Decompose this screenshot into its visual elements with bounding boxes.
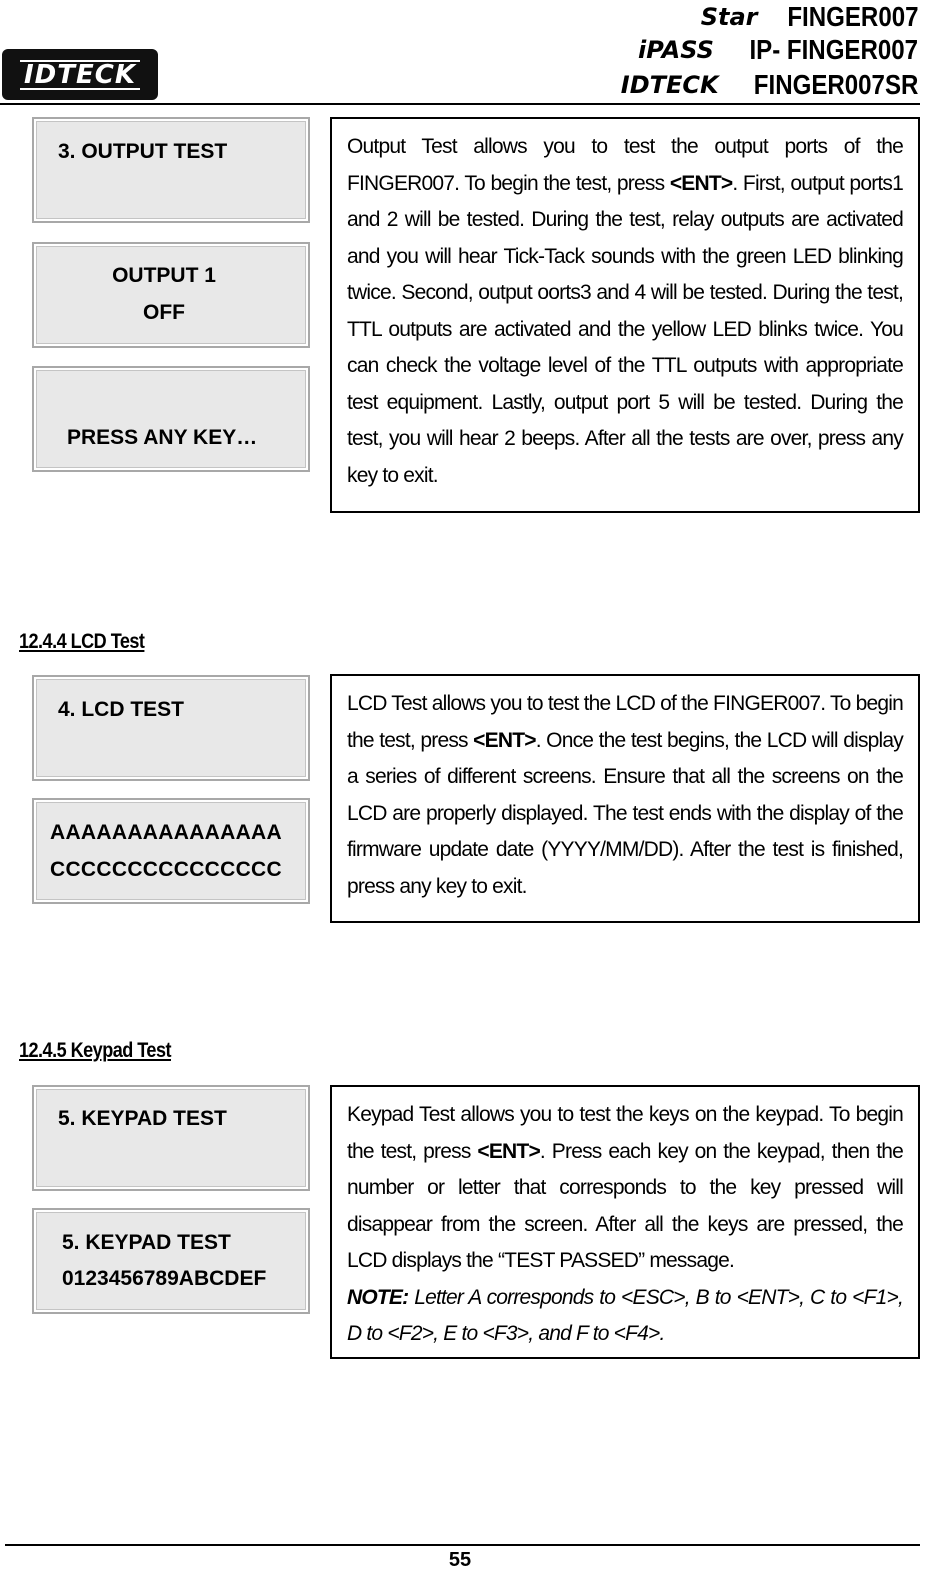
ent-key-label: <ENT> (477, 1139, 540, 1163)
lcd-line: PRESS ANY KEY… (67, 426, 258, 449)
lcd-test-description (330, 674, 920, 923)
lcd-screen-keypad-test (32, 1085, 310, 1191)
section-heading-keypad-test: 12.4.5 Keypad Test (19, 1039, 171, 1062)
section-heading-lcd-test: 12.4.4 LCD Test (19, 630, 145, 653)
brand-row-idteck (621, 68, 918, 102)
description-text: . Once the test begins, the LCD will display a series of different screens. Ensure that all the screens on the LCD are properly displayed. The test ends with the display of the firmware update date (YYYY/MM/DD). After the test is finished, press any key to exit. (347, 728, 903, 898)
brand-mark: IDTECK (620, 71, 719, 99)
lcd-screen-keypad-keys (32, 1208, 310, 1314)
output-test-description (330, 117, 920, 513)
product-brand-block (598, 0, 918, 102)
lcd-line: 0123456789ABCDEF (62, 1267, 267, 1290)
lcd-line: 4. LCD TEST (58, 698, 185, 721)
description-text: Output Test allows you to test the output ports of the FINGER007. To begin the test, press (347, 135, 903, 195)
lcd-screen-output-test (32, 117, 310, 223)
note-label: NOTE: (347, 1285, 409, 1309)
description-text: Keypad Test allows you to test the keys on the keypad. To begin the test, press (347, 1103, 903, 1163)
description-text: . First, output ports1 and 2 will be tested. During the test, relay outputs are activated and you will hear Tick-Tack sounds with the green LED blinking twice. Second, output oorts3 and 4 will be tested. During the test, TTL outputs are activated and the yellow LED blinks twice. You can check the voltage level of the TTL outputs with appropriate test equipment. Lastly, output port 5 will be tested. During the test, you will hear 2 beeps. After all the tests are over, press any key to exit. (347, 171, 903, 487)
keypad-test-description (330, 1085, 920, 1359)
lcd-screen-press-any-key (32, 366, 310, 472)
lcd-line: OUTPUT 1 (112, 264, 216, 287)
logo-text: IDTECK (20, 60, 140, 90)
note-text: Letter A corresponds to <ESC>, B to <ENT>, C to <F1>, D to <F2>, E to <F3>, and F to <F4>. (347, 1285, 903, 1345)
lcd-line: CCCCCCCCCCCCCCC (50, 858, 282, 881)
brand-model: IP- FINGER007 (749, 34, 918, 65)
brand-mark: Star (700, 3, 758, 31)
lcd-line: 5. KEYPAD TEST (62, 1231, 231, 1254)
page-number: 55 (448, 1549, 472, 1571)
lcd-screen-lcd-test (32, 675, 310, 781)
description-text: . Press each key on the keypad, then the number or letter that corresponds to the key pressed will disappear from the screen. After all the keys are pressed, the LCD displays the “TEST PASSED” message. (347, 1139, 903, 1272)
header-divider (0, 103, 920, 105)
brand-model: FINGER007 (786, 1, 918, 32)
lcd-line: 5. KEYPAD TEST (58, 1107, 227, 1130)
lcd-screen-pattern (32, 798, 310, 904)
ent-key-label: <ENT> (669, 171, 733, 195)
lcd-line: OFF (143, 301, 185, 324)
lcd-screen-output-1 (32, 242, 310, 348)
brand-row-star (701, 0, 918, 34)
lcd-line: AAAAAAAAAAAAAAA (50, 821, 282, 844)
brand-mark: iPASS (638, 36, 714, 64)
lcd-line: 3. OUTPUT TEST (58, 140, 228, 163)
brand-model: FINGER007SR (753, 69, 918, 100)
ent-key-label: <ENT> (473, 728, 536, 752)
idteck-logo (2, 49, 158, 100)
brand-row-ipass (638, 33, 918, 67)
footer-divider (5, 1544, 920, 1546)
description-text: LCD Test allows you to test the LCD of the FINGER007. To begin the test, press (347, 692, 903, 752)
